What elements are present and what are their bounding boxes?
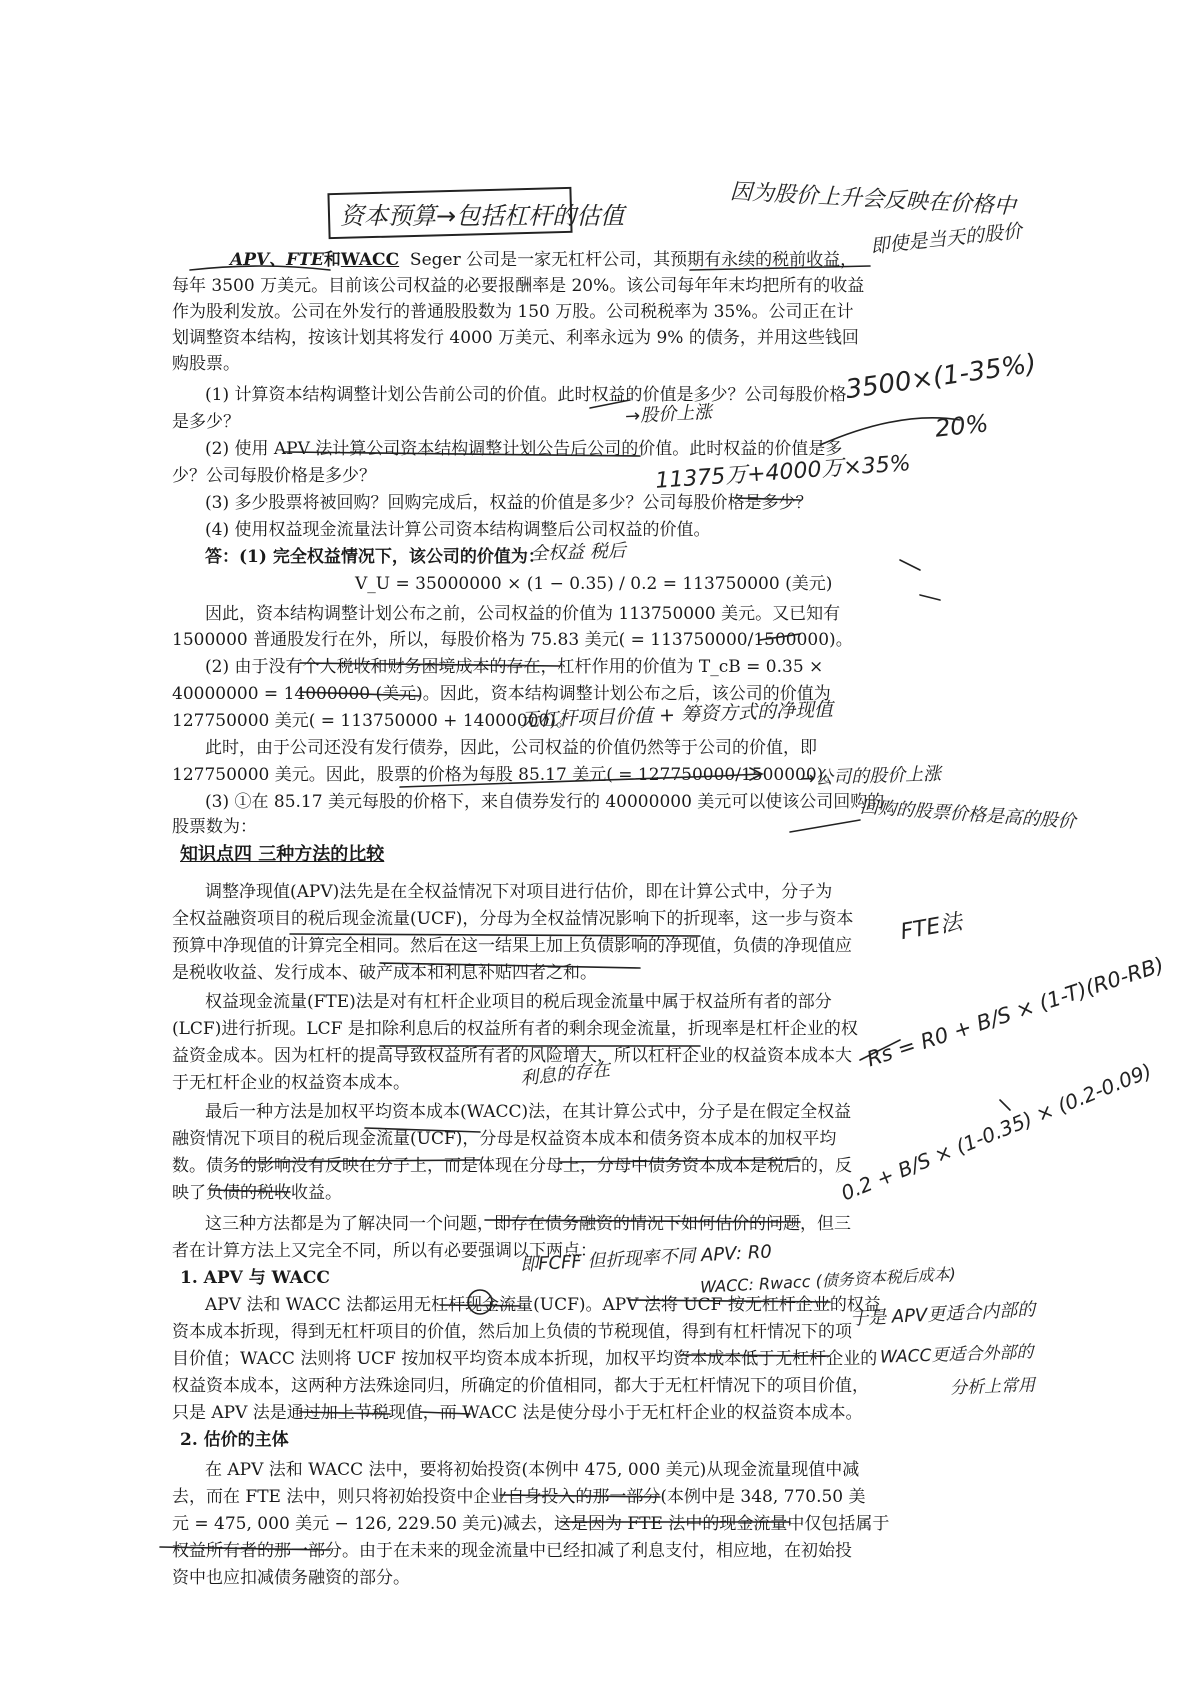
handwritten-apv-annotation: 无杠杆项目价值 + 筹资方式的净现值 (519, 698, 834, 732)
para-apv-line-1: 调整净现值(APV)法先是在全权益情况下对项目进行估价，即在计算公式中，分子为 (205, 882, 833, 902)
para-compare-line-1: APV 法和 WACC 法都运用无杠杆现金流量(UCF)。APV 法将 UCF 按无杠杆企业的权益 (205, 1295, 881, 1315)
handwritten-apv-fcff: 即FCFF 但折现率不同 APV: R0 (519, 1241, 773, 1276)
answer-2-line-2: 40000000 = 14000000 (美元)。因此，资本结构调整计划公布之后，该公司的价值为 (172, 684, 831, 704)
problem-line-5: 购股票。 (172, 354, 240, 374)
handwritten-share-price-annotation: →公司的股价上涨 (799, 763, 942, 790)
para-fte-line-2: (LCF)进行折现。LCF 是扣除利息后的权益所有者的剩余现金流量，折现率是杠杆企业的权 (172, 1019, 858, 1039)
handwritten-note-top-right: 因为股价上升会反映在价格中 (729, 179, 1017, 220)
question-1-line-2: 是多少？ (172, 412, 240, 432)
para-subject-line-2: 去，而在 FTE 法中，则只将初始投资中企业自身投入的那一部分(本例中是 348, 770.50 美 (172, 1487, 866, 1507)
section-title: 知识点四 三种方法的比较 (180, 844, 385, 865)
para-subject-line-4: 权益所有者的那一部分。由于在未来的现金流量中已经扣减了利息支付，相应地，在初始投 (172, 1541, 852, 1561)
problem-line-3: 作为股利发放。公司在外发行的普通股股数为 150 万股。公司税税率为 35%。公司正在计 (172, 302, 854, 322)
para-apv-line-3: 预算中净现值的计算完全相同。然后在这一结果上加上负债影响的净现值，负债的净现值应 (172, 936, 852, 956)
para-compare-line-4: 权益资本成本，这两种方法殊途同归，所确定的价值相同，都大于无杠杆情况下的项目价值， (172, 1376, 869, 1396)
handwritten-conclusion-1: 于是 APV更适合内部的 (849, 1299, 1036, 1330)
para-fte-line-1: 权益现金流量(FTE)法是对有杠杆企业项目的税后现金流量中属于权益所有者的部分 (205, 992, 832, 1012)
problem-line-4: 划调整资本结构，按该计划其将发行 4000 万美元、利率永远为 9% 的债务，并用这些钱回 (172, 328, 859, 348)
handwritten-conclusion-2: WACC更适合外部的 (879, 1342, 1034, 1368)
handwritten-interest-note: 利息的存在 (519, 1059, 612, 1090)
handwritten-fte-formula: Rs = R0 + B/S × (1-T)(R0-RB) (863, 952, 1167, 1072)
para-wacc-line-3: 数。债务的影响没有反映在分子上，而是体现在分母上，分母中债务资本成本是税后的，反 (172, 1156, 852, 1176)
para-wacc-line-2: 融资情况下项目的税后现金流量(UCF)，分母是权益资本成本和债务资本成本的加权平均 (172, 1129, 837, 1149)
answer-2-line-1: (2) 由于没有个人税收和财务困境成本的存在，杠杆作用的价值为 T_cB = 0.35 × (205, 657, 824, 677)
para-apv-line-4: 是税收收益、发行成本、破产成本和利息补贴四者之和。 (172, 963, 597, 983)
answer-3-line-1: (3) ①在 85.17 美元每股的价格下，来自债券发行的 40000000 美元可以使该公司回购的 (205, 792, 885, 812)
answer-1-line-2: 1500000 普通股发行在外，所以，每股价格为 75.83 美元( = 113750000/1500000)。 (172, 630, 853, 650)
para-apv-line-2: 全权益融资项目的税后现金流量(UCF)，分母为全权益情况影响下的折现率，这一步与资本 (172, 909, 854, 929)
problem-line-2: 每年 3500 万美元。目前该公司权益的必要报酬率是 20%。该公司每年年末均把所有的收益 (172, 276, 865, 296)
handwritten-share-price-note: →股价上涨 (624, 401, 713, 428)
para-wacc-line-1: 最后一种方法是加权平均资本成本(WACC)法，在其计算公式中，分子是在假定全权益 (205, 1102, 852, 1122)
handwritten-after-tax-note: 全权益 税后 (529, 540, 627, 565)
answer-3-line-2: 股票数为： (172, 817, 257, 837)
handwritten-note-top-right-2: 即使是当天的股价 (869, 220, 1023, 258)
handwritten-wacc-note: WACC: Rwacc (债务资本税后成本) (699, 1264, 957, 1297)
para-compare-line-3: 目价值；WACC 法则将 UCF 按加权平均资本成本折现，加权平均资本成本低于无杠杆企业的 (172, 1349, 878, 1369)
answer-2-line-5: 127750000 美元。因此，股票的价格为每股 85.17 美元( = 127750000/1500000)。 (172, 765, 841, 785)
question-1-line-1: (1) 计算资本结构调整计划公告前公司的价值。此时权益的价值是多少？公司每股价格 (205, 385, 847, 405)
para-subject-line-1: 在 APV 法和 WACC 法中，要将初始投资(本例中 475, 000 美元)从现金流量现值中减 (205, 1460, 860, 1480)
heading-valuation-subject: 2. 估价的主体 (180, 1430, 289, 1450)
para-fte-line-4: 于无杠杆企业的权益资本成本。 (172, 1073, 410, 1093)
question-2-line-1: (2) 使用 APV 法计算公司资本结构调整计划公告后公司的价值。此时权益的价值是多 (205, 439, 843, 459)
problem-head-apv-fte: APV、FTE (230, 250, 324, 270)
handwritten-buyback-annotation: 回购的股票价格是高的股价 (859, 796, 1077, 833)
handwritten-formula-1: 3500×(1-35%) (843, 348, 1039, 406)
para-subject-line-5: 资中也应扣减债务融资的部分。 (172, 1568, 410, 1588)
handwritten-conclusion-3: 分析上常用 (949, 1375, 1036, 1399)
answer-1-formula: V_U = 35000000 × (1 − 0.35) / 0.2 = 113750000 (美元) (355, 574, 833, 594)
para-compare-line-2: 资本成本折现，得到无杠杆项目的价值，然后加上负债的节税现值，得到有杠杆情况下的项 (172, 1322, 852, 1342)
answer-2-line-3: 127750000 美元( = 113750000 + 14000000)。 (172, 711, 573, 731)
handwritten-calc: 11375万+4000万×35% (654, 451, 912, 494)
handwritten-fte-calc: 0.2 + B/S × (1-0.35) × (0.2-0.09) (837, 1058, 1156, 1206)
para-wacc-line-4: 映了负债的税收收益。 (172, 1183, 342, 1203)
handwritten-formula-2: 20% (933, 409, 990, 443)
problem-line-1 (230, 248, 857, 273)
para-summary-line-2: 者在计算方法上又完全不同，所以有必要强调以下两点： (172, 1241, 597, 1261)
problem-head-and: 和 (323, 250, 341, 270)
heading-apv-wacc: 1. APV 与 WACC (180, 1268, 330, 1288)
para-fte-line-3: 益资金成本。因为杠杆的提高导致权益所有者的风险增大，所以杠杆企业的权益资本成本大 (172, 1046, 852, 1066)
answer-2-line-4: 此时，由于公司还没有发行债券，因此，公司权益的价值仍然等于公司的价值，即 (205, 738, 817, 758)
para-subject-line-3: 元 = 475, 000 美元 − 126, 229.50 美元)减去，这是因为 FTE 法中的现金流量中仅包括属于 (172, 1514, 890, 1534)
answer-1-heading: 答：(1) 完全权益情况下，该公司的价值为： (205, 547, 545, 567)
answer-1-line-1: 因此，资本结构调整计划公布之前，公司权益的价值为 113750000 美元。又已知有 (205, 604, 841, 624)
question-2-line-2: 少？公司每股价格是多少？ (172, 466, 376, 486)
question-4: (4) 使用权益现金流量法计算公司资本结构调整后公司权益的价值。 (205, 520, 711, 540)
para-summary-line-1: 这三种方法都是为了解决同一个问题，即存在债务融资的情况下如何估价的问题，但三 (205, 1214, 851, 1234)
problem-text-1: Seger 公司是一家无杠杆公司，其预期有永续的税前收益， (409, 250, 858, 270)
problem-head-wacc: WACC (340, 250, 400, 270)
question-3: (3) 多少股票将被回购？回购完成后，权益的价值是多少？公司每股价格是多少？ (205, 493, 813, 513)
handwritten-title: 资本预算→包括杠杆的估值 (340, 202, 625, 230)
para-compare-line-5: 只是 APV 法是通过加上节税现值，而 WACC 法是使分母小于无杠杆企业的权益资本成本。 (172, 1403, 863, 1423)
handwritten-fte-note: FTE法 (898, 909, 965, 946)
